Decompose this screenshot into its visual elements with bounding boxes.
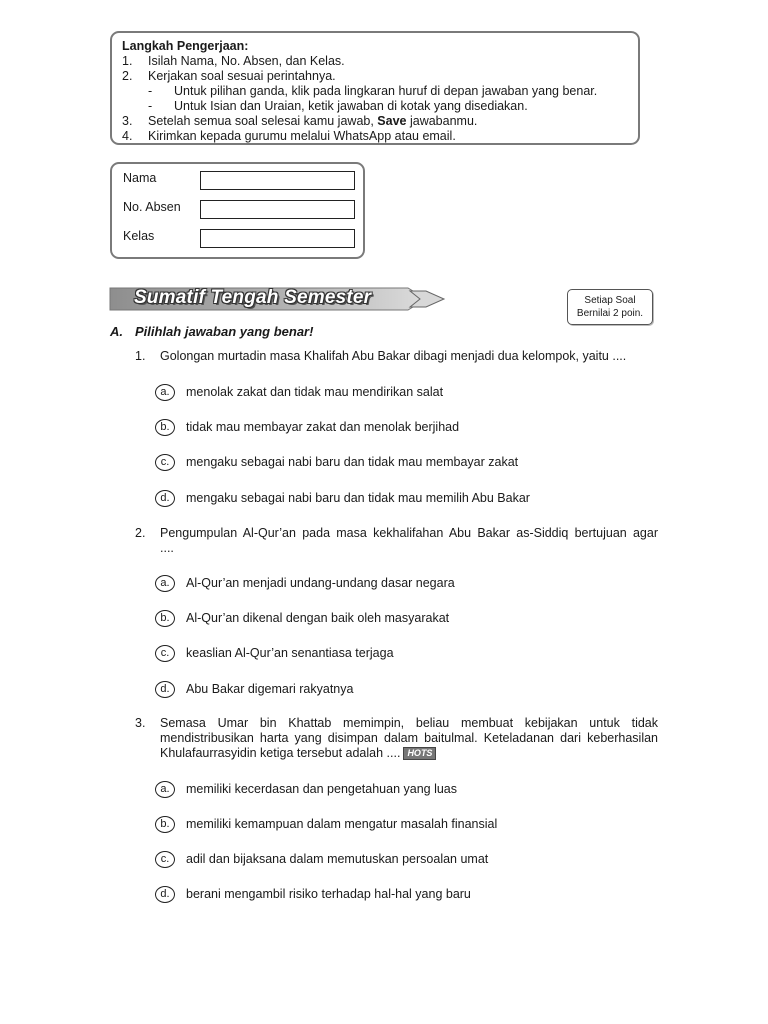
option-circle[interactable]: a.: [155, 781, 175, 798]
step-text-after: jawabanmu.: [406, 114, 478, 128]
option-text: tidak mau membayar zakat dan menolak berjihad: [186, 420, 460, 434]
score-note-line2: Bernilai 2 poin.: [576, 308, 644, 319]
instruction-step: [122, 129, 638, 144]
question-line: Pengumpulan Al-Qur’an pada masa kekhalifahan Abu Bakar as-Siddiq bertujuan agar: [160, 526, 658, 540]
option-circle[interactable]: b.: [155, 816, 175, 833]
question-text: [160, 716, 658, 761]
step-number: 3.: [122, 114, 133, 128]
instruction-step: [122, 114, 638, 129]
question-line: ....: [160, 541, 174, 555]
option-circle[interactable]: d.: [155, 490, 175, 507]
option-circle[interactable]: c.: [155, 454, 175, 471]
substep-dash: -: [148, 84, 153, 98]
instruction-step: [122, 69, 638, 84]
section-heading: [110, 324, 313, 339]
score-note: [567, 289, 653, 325]
section-title: Pilihlah jawaban yang benar!: [135, 324, 314, 339]
option-circle[interactable]: c.: [155, 645, 175, 662]
instructions-box: [110, 31, 640, 145]
question-number: 2.: [135, 526, 146, 540]
option-text: Al-Qur’an menjadi undang-undang dasar negara: [186, 576, 455, 590]
name-label: Nama: [123, 171, 157, 185]
step-text: Kerjakan soal sesuai perintahnya.: [148, 69, 336, 83]
option-text: Al-Qur’an dikenal dengan baik oleh masyarakat: [186, 611, 450, 625]
option-text: berani mengambil risiko terhadap hal-hal yang baru: [186, 887, 471, 901]
option-text: memiliki kecerdasan dan pengetahuan yang luas: [186, 782, 458, 796]
name-field[interactable]: [200, 171, 355, 190]
option-text: mengaku sebagai nabi baru dan tidak mau membayar zakat: [186, 455, 519, 469]
instructions-title: Langkah Pengerjaan:: [122, 39, 249, 53]
option-circle[interactable]: c.: [155, 851, 175, 868]
option-text: memiliki kemampuan dalam mengatur masalah finansial: [186, 817, 498, 831]
option-circle[interactable]: a.: [155, 384, 175, 401]
step-text-before: Setelah semua soal selesai kamu jawab,: [148, 114, 378, 128]
absen-field[interactable]: [200, 200, 355, 219]
option-text: adil dan bijaksana dalam memutuskan persoalan umat: [186, 852, 489, 866]
substep-dash: -: [148, 99, 153, 113]
section-letter: A.: [110, 324, 123, 339]
question-line-text: Khulafaurrasyidin ketiga tersebut adalah ....: [160, 746, 401, 760]
substep-text: Untuk pilihan ganda, klik pada lingkaran huruf di depan jawaban yang benar.: [174, 84, 598, 98]
hots-badge: HOTS: [403, 747, 436, 760]
option-text: mengaku sebagai nabi baru dan tidak mau memilih Abu Bakar: [186, 491, 530, 505]
option-text: keaslian Al-Qur’an senantiasa terjaga: [186, 646, 394, 660]
question-text: [160, 349, 658, 364]
option-text: menolak zakat dan tidak mau mendirikan salat: [186, 385, 444, 399]
question-line: Golongan murtadin masa Khalifah Abu Bakar dibagi menjadi dua kelompok, yaitu ....: [160, 349, 627, 363]
banner-title: Sumatif Tengah Semester: [134, 287, 372, 308]
option-circle[interactable]: d.: [155, 681, 175, 698]
step-text: Kirimkan kepada gurumu melalui WhatsApp atau email.: [148, 129, 456, 143]
option-circle[interactable]: d.: [155, 886, 175, 903]
question-line: mendistribusikan harta yang disimpan dalam baitulmal. Keteladanan dari keberhasilan: [160, 731, 658, 745]
question-line: [160, 746, 658, 761]
kelas-label: Kelas: [123, 229, 155, 243]
question-text: [160, 526, 658, 556]
step-text: Isilah Nama, No. Absen, dan Kelas.: [148, 54, 345, 68]
question-line: Semasa Umar bin Khattab memimpin, beliau membuat kebijakan untuk tidak: [160, 716, 658, 730]
instruction-substep: [122, 99, 638, 114]
option-circle[interactable]: b.: [155, 419, 175, 436]
step-number: 1.: [122, 54, 133, 68]
option-text: Abu Bakar digemari rakyatnya: [186, 682, 354, 696]
option-circle[interactable]: b.: [155, 610, 175, 627]
score-note-line1: Setiap Soal: [584, 295, 636, 306]
absen-label: No. Absen: [123, 200, 181, 214]
step-text: [148, 114, 477, 129]
question-number: 3.: [135, 716, 146, 730]
option-circle[interactable]: a.: [155, 575, 175, 592]
identity-box: [110, 162, 365, 259]
save-keyword: Save: [377, 114, 407, 128]
step-number: 4.: [122, 129, 133, 143]
question-number: 1.: [135, 349, 146, 363]
instruction-substep: [122, 84, 638, 99]
step-number: 2.: [122, 69, 133, 83]
substep-text: Untuk Isian dan Uraian, ketik jawaban di kotak yang disediakan.: [174, 99, 528, 113]
kelas-field[interactable]: [200, 229, 355, 248]
instruction-step: [122, 54, 638, 69]
